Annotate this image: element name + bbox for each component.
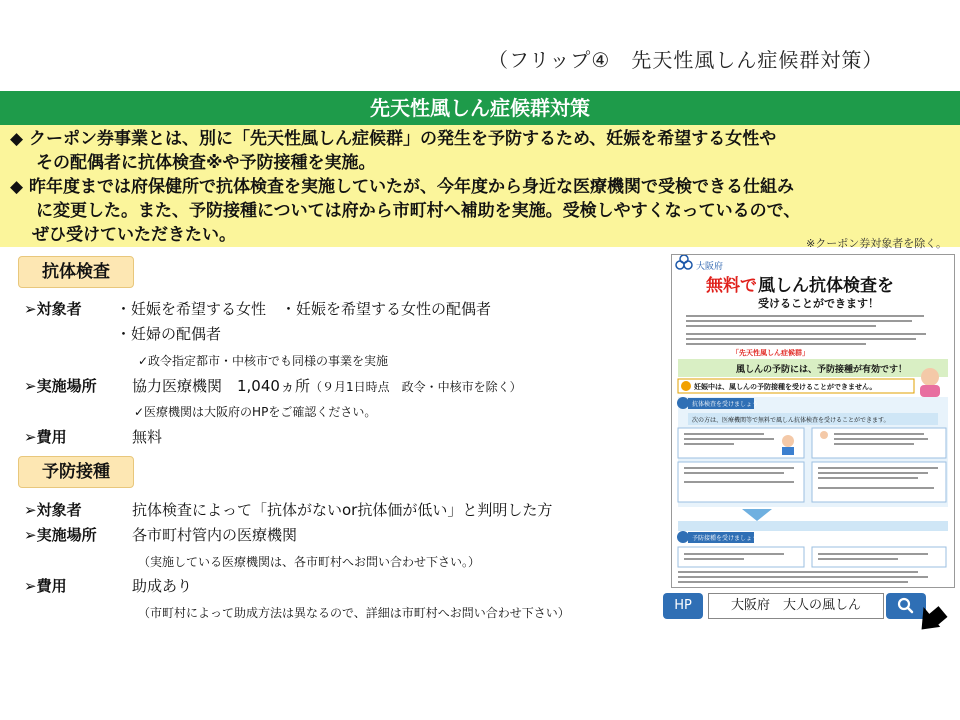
antibody-place-date-note: （９月1日時点 政令・中核市を除く） <box>309 380 522 394</box>
vaccination-cost-value: 助成あり <box>132 577 193 595</box>
antibody-place-label: ➢実施場所 <box>24 377 97 395</box>
summary-line-3: ◆ 昨年度までは府保健所で抗体検査を実施していたが、今年度から身近な医療機関で受検できる仕組み <box>10 177 794 197</box>
antibody-cost-label: ➢費用 <box>24 428 67 446</box>
vaccination-place-label: ➢実施場所 <box>24 526 97 544</box>
antibody-place-note: ✓医療機関は大阪府のHPをご確認ください。 <box>134 405 377 419</box>
flyer-banner-1: 風しんの予防には、予防接種が有効です！ <box>736 365 908 375</box>
vaccination-target-value: 抗体検査によって「抗体がないor抗体価が低い」と判明した方 <box>132 501 553 519</box>
flyer-step-2: 予防接種を受けましょう <box>692 535 759 542</box>
cursor-arrow-icon <box>913 601 949 639</box>
antibody-target-values-2: ・妊婦の配偶者 <box>116 325 222 343</box>
search-input[interactable]: 大阪府 大人の風しん <box>708 593 884 619</box>
vaccination-tag: 予防接種 <box>18 456 134 488</box>
hp-button[interactable]: HP <box>663 593 703 619</box>
vaccination-target-label: ➢対象者 <box>24 501 82 519</box>
flyer-callout: 「先天性風しん症候群」 <box>732 349 809 357</box>
antibody-target-note: ✓政令指定都市・中核市でも同様の事業を実施 <box>138 354 389 368</box>
antibody-tag: 抗体検査 <box>18 256 134 288</box>
flyer-headline-red: 無料で <box>706 276 757 296</box>
summary-line-2: その配偶者に抗体検査※や予防接種を実施。 <box>36 153 376 173</box>
vaccination-cost-note: （市町村によって助成方法は異なるので、詳細は市町村へお問い合わせ下さい） <box>138 606 570 620</box>
vaccination-place-note: （実施している医療機関は、各市町村へお問い合わせ下さい。） <box>138 555 481 569</box>
summary-box <box>0 125 960 247</box>
summary-line-1: ◆ クーポン券事業とは、別に「先天性風しん症候群」の発生を予防するため、妊娠を希望する女性や <box>10 129 777 149</box>
flyer-graphic <box>672 255 954 587</box>
vaccination-place-value: 各市町村管内の医療機関 <box>132 526 298 544</box>
flyer-logo-text: 大阪府 <box>696 261 724 271</box>
antibody-place-count: 協力医療機関 1,040ヵ所 <box>132 377 310 395</box>
antibody-target-values: ・妊娠を希望する女性 ・妊娠を希望する女性の配偶者 <box>116 300 492 318</box>
flyer-step-1-text: 次の方は、医療機関等で無料で風しん抗体検査を受けることができます。 <box>692 417 890 424</box>
vaccination-cost-label: ➢費用 <box>24 577 67 595</box>
flyer-headline-2: 受けることができます！ <box>758 297 879 310</box>
flyer-banner-2: 妊娠中は、風しんの予防接種を受けることができません。 <box>694 383 877 391</box>
antibody-place-value <box>132 375 522 396</box>
antibody-cost-value: 無料 <box>132 428 163 446</box>
flyer-step-1: 抗体検査を受けましょう <box>692 401 759 408</box>
flyer-headline: 風しん抗体検査を <box>758 276 894 296</box>
summary-line-4: に変更した。また、予防接種については府から市町村へ補助を実施。受検しやすくなっているので、 <box>36 201 801 221</box>
antibody-target-label: ➢対象者 <box>24 300 82 318</box>
summary-line-5: ぜひ受けていただきたい。 <box>32 225 236 245</box>
coupon-note: ※クーポン券対象者を除く。 <box>806 237 947 250</box>
flyer-image <box>671 254 955 588</box>
page-title: 先天性風しん症候群対策 <box>0 91 960 125</box>
flip-label: （フリップ④ 先天性風しん症候群対策） <box>488 48 884 72</box>
